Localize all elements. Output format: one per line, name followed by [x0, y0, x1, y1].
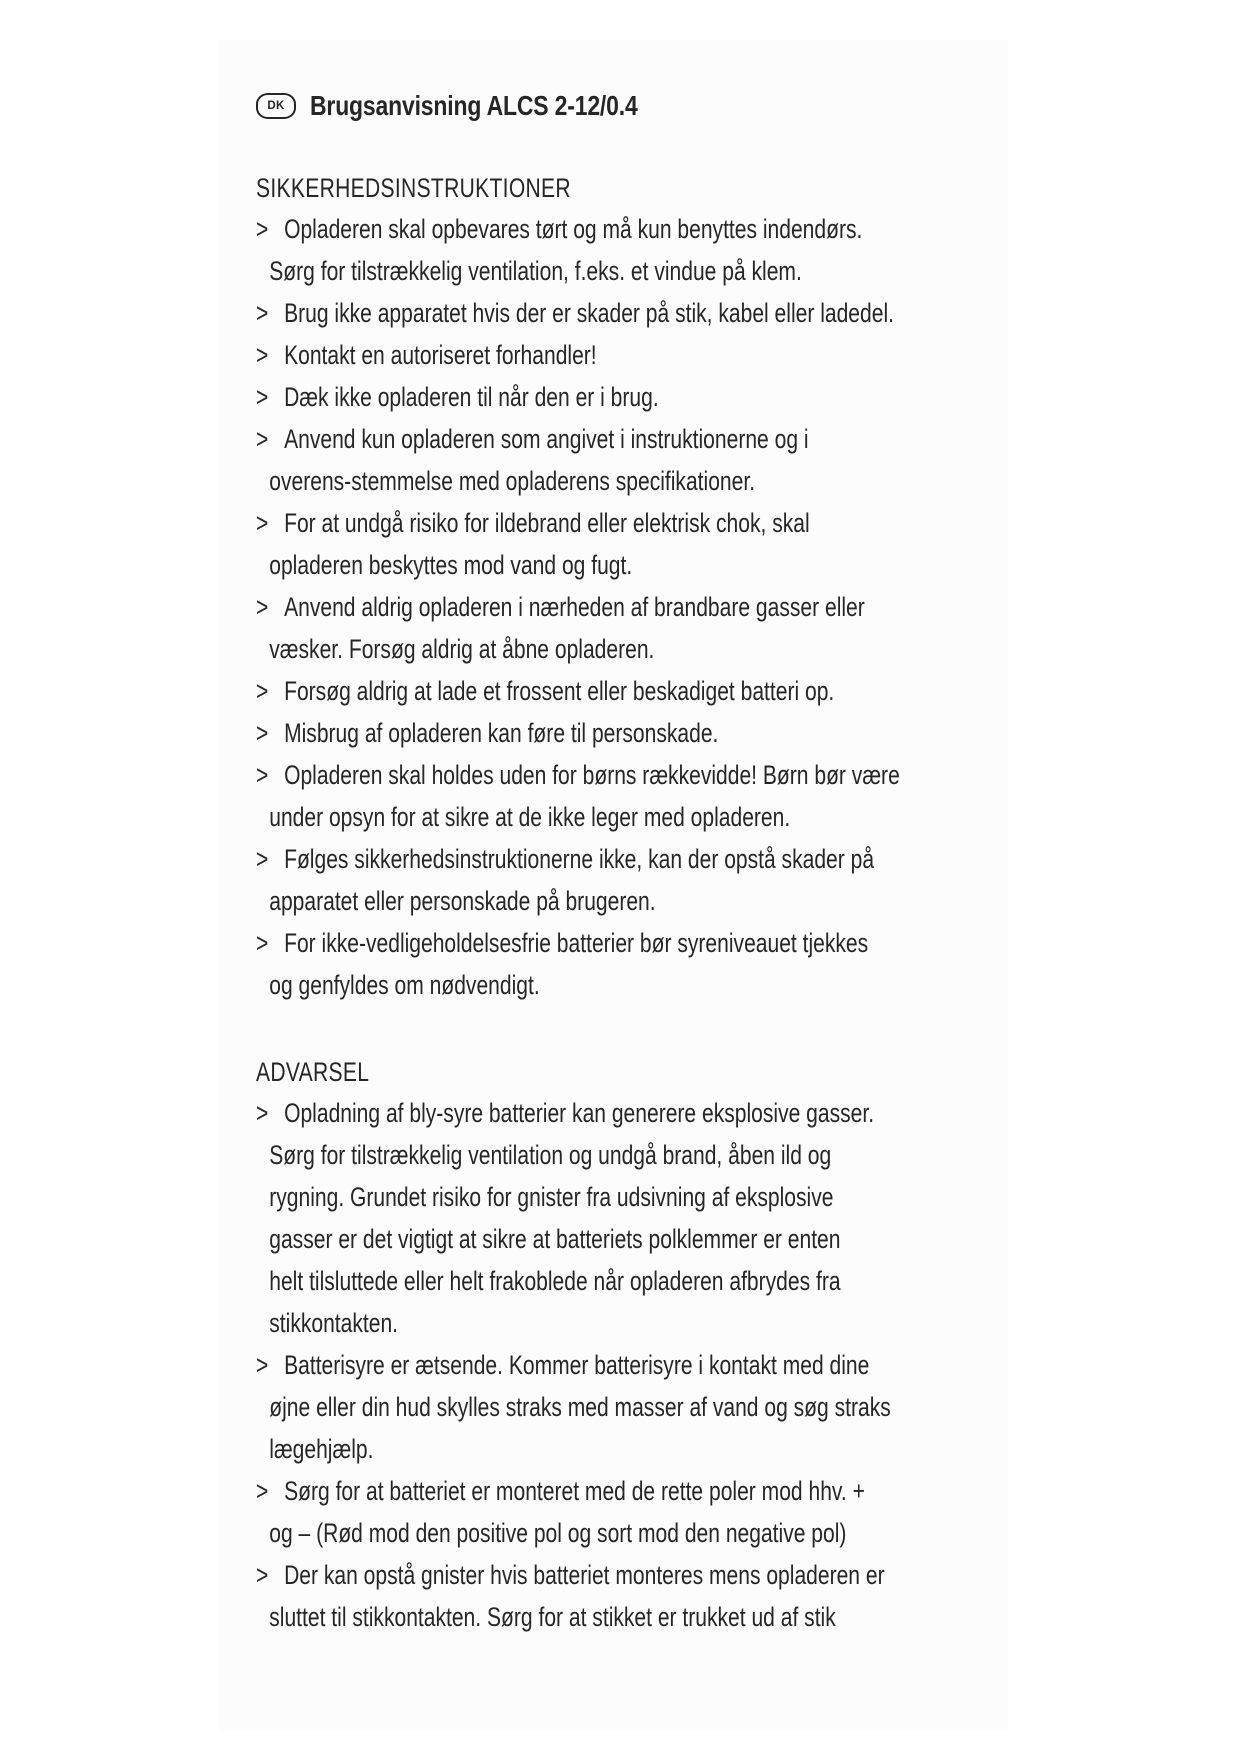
section-heading: ADVARSEL — [256, 1057, 370, 1087]
item-text-continuation: rygning. Grundet risiko for gnister fra udsivning af eksplosive — [269, 1182, 834, 1212]
item-text: > Anvend aldrig opladeren i nærheden af brandbare gasser eller — [256, 586, 849, 628]
bullet-marker: > — [256, 928, 269, 958]
item-text: > Opladeren skal opbevares tørt og må kun benyttes indendørs. — [256, 208, 849, 250]
document-title: Brugsanvisning ALCS 2-12/0.4 — [310, 90, 638, 121]
bullet-marker: > — [256, 1476, 269, 1506]
list-item — [256, 1092, 1016, 1344]
section-heading: SIKKERHEDSINSTRUKTIONER — [256, 173, 571, 203]
item-text: > Batterisyre er ætsende. Kommer batterisyre i kontakt med dine — [256, 1344, 849, 1386]
item-text-continuation: Sørg for tilstrækkelig ventilation, f.eks. et vindue på klem. — [269, 256, 802, 286]
list-item — [256, 292, 1016, 334]
item-text-continuation: helt tilsluttede eller helt frakoblede når opladeren afbrydes fra — [269, 1266, 841, 1296]
list-item — [256, 670, 1016, 712]
list-item — [256, 1470, 1016, 1554]
section-warning — [256, 1052, 1016, 1638]
list-item — [256, 754, 1016, 838]
item-text: > Anvend kun opladeren som angivet i instruktionerne og i — [256, 418, 849, 460]
section-safety-instructions — [256, 168, 1016, 1006]
item-text-continuation: lægehjælp. — [269, 1434, 374, 1464]
bullet-marker: > — [256, 424, 269, 454]
item-text: > Misbrug af opladeren kan føre til personskade. — [256, 712, 849, 754]
list-item — [256, 1554, 1016, 1638]
list-item — [256, 838, 1016, 922]
bullet-marker: > — [256, 676, 269, 706]
item-text: > Følges sikkerhedsinstruktionerne ikke, kan der opstå skader på — [256, 838, 849, 880]
bullet-marker: > — [256, 844, 269, 874]
bullet-marker: > — [256, 382, 269, 412]
item-text-continuation: overens-stemmelse med opladerens specifikationer. — [269, 466, 756, 496]
item-text: > Brug ikke apparatet hvis der er skader på stik, kabel eller ladedel. — [256, 292, 849, 334]
bullet-marker: > — [256, 298, 269, 328]
language-badge: DK — [256, 93, 296, 119]
bullet-marker: > — [256, 718, 269, 748]
bullet-marker: > — [256, 760, 269, 790]
item-text-continuation: øjne eller din hud skylles straks med masser af vand og søg straks — [269, 1392, 891, 1422]
item-text: > Dæk ikke opladeren til når den er i brug. — [256, 376, 849, 418]
item-text-continuation: stikkontakten. — [269, 1308, 399, 1338]
item-text: > Opladeren skal holdes uden for børns rækkevidde! Børn bør være — [256, 754, 849, 796]
document-content — [256, 86, 1016, 1684]
item-text: > For ikke-vedligeholdelsesfrie batterier bør syreniveauet tjekkes — [256, 922, 849, 964]
item-text: > For at undgå risiko for ildebrand eller elektrisk chok, skal — [256, 502, 849, 544]
item-text-continuation: og genfyldes om nødvendigt. — [269, 970, 540, 1000]
item-text: > Forsøg aldrig at lade et frossent eller beskadiget batteri op. — [256, 670, 849, 712]
list-item — [256, 376, 1016, 418]
item-text-continuation: og – (Rød mod den positive pol og sort mod den negative pol) — [269, 1518, 847, 1548]
item-text-continuation: apparatet eller personskade på brugeren. — [269, 886, 656, 916]
item-text-continuation: gasser er det vigtigt at sikre at batteriets polklemmer er enten — [269, 1224, 841, 1254]
instruction-list — [256, 1092, 1016, 1638]
list-item — [256, 418, 1016, 502]
item-text: > Kontakt en autoriseret forhandler! — [256, 334, 849, 376]
list-item — [256, 712, 1016, 754]
list-item — [256, 586, 1016, 670]
item-text-continuation: Sørg for tilstrækkelig ventilation og undgå brand, åben ild og — [269, 1140, 832, 1170]
list-item — [256, 922, 1016, 1006]
sections-container — [256, 168, 1016, 1638]
instruction-list — [256, 208, 1016, 1006]
item-text: > Der kan opstå gnister hvis batteriet monteres mens opladeren er — [256, 1554, 849, 1596]
item-text-continuation: sluttet til stikkontakten. Sørg for at stikket er trukket ud af stik — [269, 1602, 836, 1632]
item-text: > Opladning af bly-syre batterier kan generere eksplosive gasser. — [256, 1092, 849, 1134]
bullet-marker: > — [256, 1560, 269, 1590]
list-item — [256, 502, 1016, 586]
bullet-marker: > — [256, 592, 269, 622]
bullet-marker: > — [256, 340, 269, 370]
document-header — [256, 86, 1016, 126]
bullet-marker: > — [256, 1350, 269, 1380]
list-item — [256, 1344, 1016, 1470]
item-text: > Sørg for at batteriet er monteret med de rette poler mod hhv. + — [256, 1470, 849, 1512]
list-item — [256, 208, 1016, 292]
item-text-continuation: opladeren beskyttes mod vand og fugt. — [269, 550, 633, 580]
item-text-continuation: væsker. Forsøg aldrig at åbne opladeren. — [269, 634, 655, 664]
list-item — [256, 334, 1016, 376]
bullet-marker: > — [256, 1098, 269, 1128]
bullet-marker: > — [256, 508, 269, 538]
bullet-marker: > — [256, 214, 269, 244]
item-text-continuation: under opsyn for at sikre at de ikke leger med opladeren. — [269, 802, 791, 832]
